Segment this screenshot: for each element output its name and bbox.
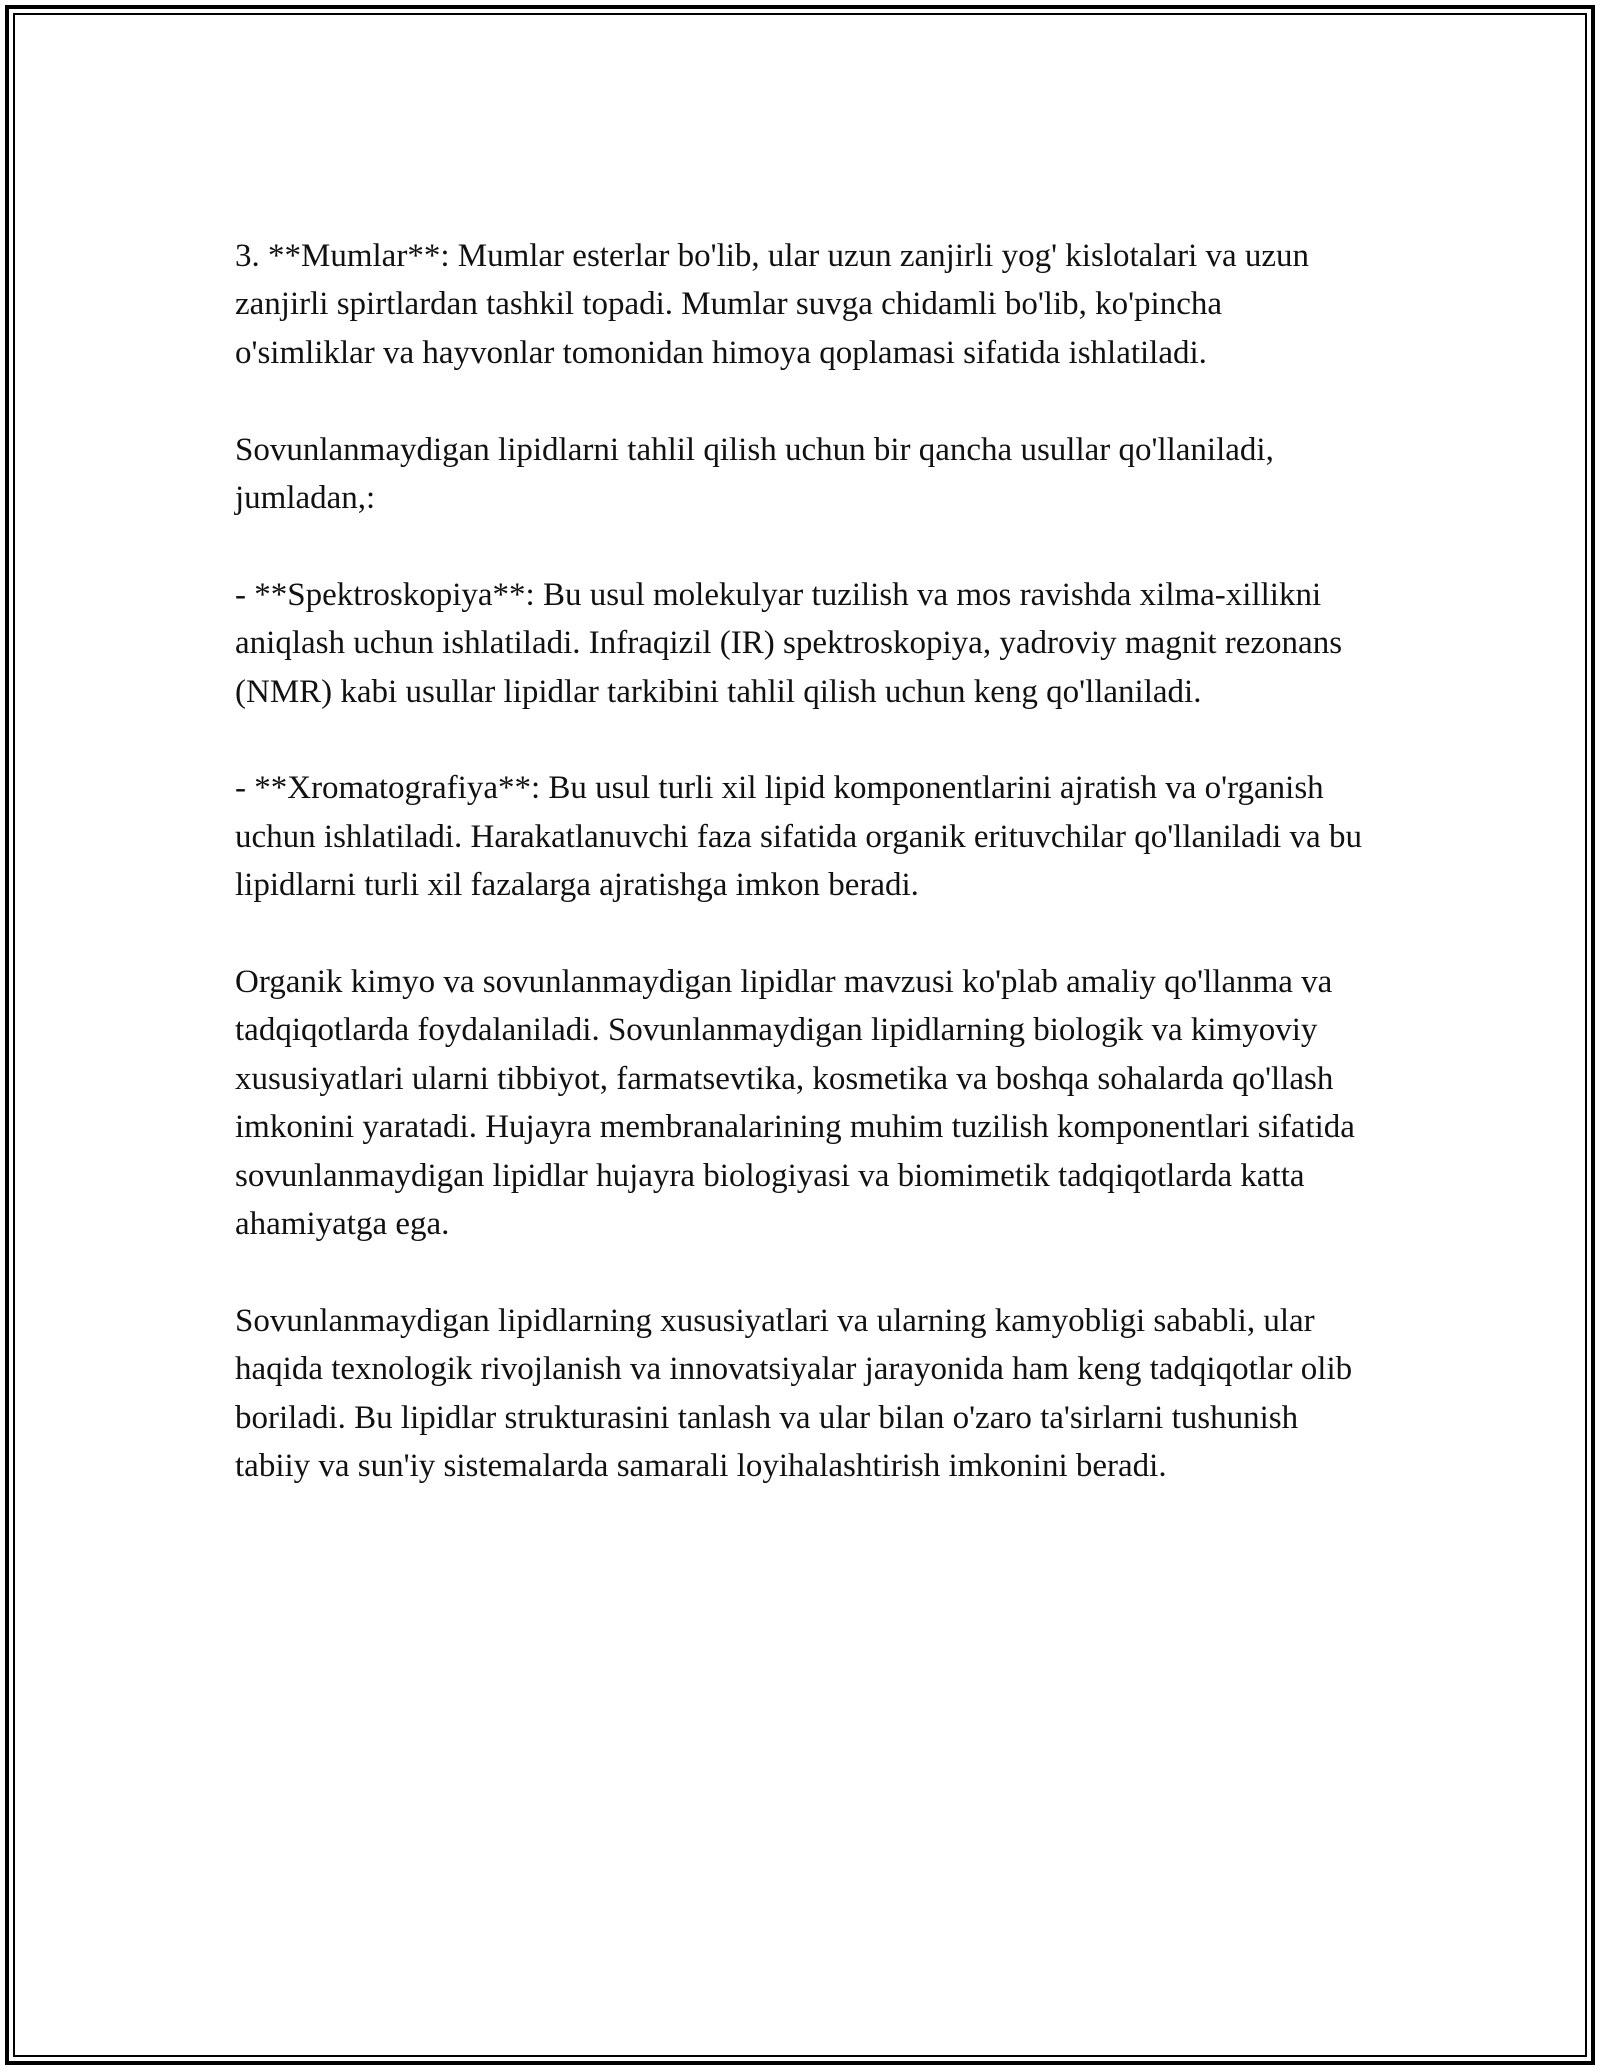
document-body xyxy=(235,232,1365,1490)
paragraph-xromatografiya: - **Xromatografiya**: Bu usul turli xil lipid komponentlarini ajratish va o'rganish uchun ishlatiladi. Harakatlanuvchi faza sifatida organik erituvchilar qo'llaniladi va bu lipidlarni turli xil fazalarga ajratishga imkon beradi. xyxy=(235,770,1362,904)
paragraph-applications: Organik kimyo va sovunlanmaydigan lipidlar mavzusi ko'plab amaliy qo'llanma va tadqiqotlarda foydalaniladi. Sovunlanmaydigan lipidlarning biologik va kimyoviy xususiyatlari ularni tibbiyot, farmatsevtika, kosmetika va boshqa sohalarda qo'llash imkonini yaratadi. Hujayra membranalarining muhim tuzilish komponentlari sifatida sovunlanmaydigan lipidlar hujayra biologiyasi va biomimetik tadqiqotlarda katta ahamiyatga ega. xyxy=(235,964,1355,1243)
paragraph-research: Sovunlanmaydigan lipidlarning xususiyatlari va ularning kamyobligi sababli, ular haqida texnologik rivojlanish va innovatsiyalar jarayonida ham keng tadqiqotlar olib boriladi. Bu lipidlar strukturasini tanlash va ular bilan o'zaro ta'sirlarni tushunish tabiiy va sun'iy sistemalarda samarali loyihalashtirish imkonini beradi. xyxy=(235,1302,1353,1485)
paragraph-mumlar: 3. **Mumlar**: Mumlar esterlar bo'lib, ular uzun zanjirli yog' kislotalari va uzun zanjirli spirtlardan tashkil topadi. Mumlar suvga chidamli bo'lib, ko'pincha o'simliklar va hayvonlar tomonidan himoya qoplamasi sifatida ishlatiladi. xyxy=(235,238,1310,371)
paragraph-spektroskopiya: - **Spektroskopiya**: Bu usul molekulyar tuzilish va mos ravishda xilma-xillikni aniqlash uchun ishlatiladi. Infraqizil (IR) spektroskopiya, yadroviy magnit rezonans (NMR) kabi usullar lipidlar tarkibini tahlil qilish uchun keng qo'llaniladi. xyxy=(235,576,1343,710)
paragraph-analysis-intro: Sovunlanmaydigan lipidlarni tahlil qilish uchun bir qancha usullar qo'llaniladi, jumladan,: xyxy=(235,431,1274,517)
